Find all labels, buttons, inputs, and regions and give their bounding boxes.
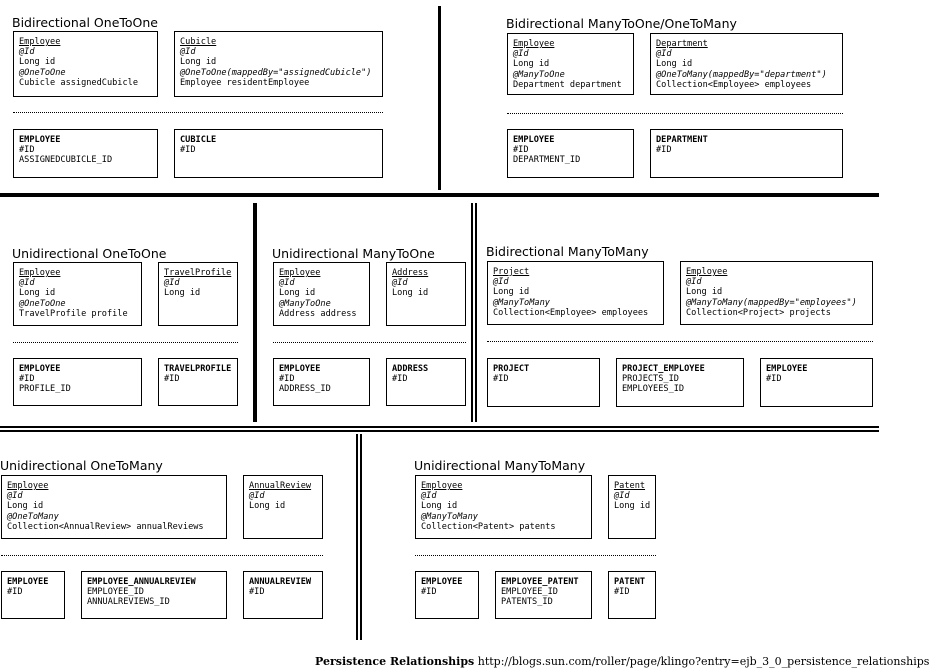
table-box-employee	[415, 571, 479, 619]
panel-title-unidirectional-manytoone: Unidirectional ManyToOne	[272, 246, 435, 261]
panel-title-bidirectional-onetoone: Bidirectional OneToOne	[12, 15, 158, 30]
annotation-line: @Id	[392, 278, 408, 289]
field-line: Employee residentEmployee	[180, 77, 310, 88]
table-name: ADDRESS	[392, 364, 429, 374]
table-box-employee	[13, 129, 158, 178]
entity-box-employee	[507, 33, 634, 95]
table-column: #ID	[656, 145, 672, 156]
table-column: PROFILE_ID	[19, 384, 71, 395]
table-column: EMPLOYEE_ID	[501, 587, 558, 598]
field-line: TravelProfile profile	[19, 308, 128, 319]
table-box-project-employee	[616, 358, 744, 407]
table-name: PATENT	[614, 577, 646, 587]
field-line: Long id	[392, 288, 429, 299]
entity-box-employee	[1, 475, 227, 539]
table-column: #ID	[421, 587, 437, 598]
table-column: ANNUALREVIEWS_ID	[87, 597, 170, 608]
annotation-line: @Id	[421, 491, 437, 502]
entity-name: Employee	[421, 481, 463, 491]
annotation-line: @OneToOne	[19, 67, 66, 78]
table-name: CUBICLE	[180, 135, 217, 145]
table-column: #ID	[493, 374, 509, 385]
table-column: DEPARTMENT_ID	[513, 155, 581, 166]
table-box-travelprofile	[158, 358, 238, 406]
annotation-line: @Id	[614, 491, 630, 502]
field-line: Collection<AnnualReview> annualReviews	[7, 521, 204, 532]
field-line: Long id	[614, 501, 651, 512]
table-column: EMPLOYEES_ID	[622, 384, 685, 395]
table-name: PROJECT_EMPLOYEE	[622, 364, 705, 374]
field-line: Long id	[686, 287, 723, 298]
divider-top-horizontal	[0, 193, 879, 197]
table-box-annualreview	[243, 571, 323, 619]
annotation-line: @Id	[656, 49, 672, 60]
table-box-project	[487, 358, 600, 407]
footer-url: http://blogs.sun.com/roller/page/klingo?entry=ejb_3_0_persistence_relationships	[477, 655, 929, 668]
footer-label: Persistence Relationships	[315, 655, 475, 668]
entity-name: Employee	[686, 267, 728, 277]
entity-name: Employee	[513, 39, 555, 49]
table-box-employee	[760, 358, 873, 407]
field-line: Cubicle assignedCubicle	[19, 77, 138, 88]
entity-name: Cubicle	[180, 37, 217, 47]
annotation-line: @Id	[493, 277, 509, 288]
panel-title-unidirectional-manytomany: Unidirectional ManyToMany	[414, 458, 586, 473]
field-line: Collection<Project> projects	[686, 307, 831, 318]
divider-mid-vertical-right-a	[471, 203, 473, 422]
panel-title-unidirectional-onetomany: Unidirectional OneToMany	[0, 458, 163, 473]
annotation-line: @ManyToOne	[513, 69, 565, 80]
table-column: #ID	[249, 587, 265, 598]
table-column: PROJECTS_ID	[622, 374, 679, 385]
table-column: EMPLOYEE_ID	[87, 587, 144, 598]
table-box-employee	[273, 358, 370, 406]
table-column: ASSIGNEDCUBICLE_ID	[19, 155, 113, 166]
table-column: #ID	[180, 145, 196, 156]
divider-bottom-vertical-a	[356, 434, 358, 640]
table-box-patent	[608, 571, 656, 619]
entity-box-employee	[13, 262, 142, 326]
panel-title-bidirectional-manytomany: Bidirectional ManyToMany	[486, 244, 649, 259]
field-line: Long id	[164, 288, 201, 299]
divider-top-vertical	[438, 6, 441, 190]
annotation-line: @Id	[19, 47, 35, 58]
table-box-employee-patent	[495, 571, 592, 619]
table-box-cubicle	[174, 129, 383, 178]
table-box-employee	[13, 358, 142, 406]
entity-box-employee	[415, 475, 592, 539]
table-column: #ID	[164, 374, 180, 385]
divider-bottom-horizontal-a	[0, 426, 879, 428]
entity-box-employee	[273, 262, 370, 326]
divider-mid-vertical-left	[253, 203, 257, 422]
table-name: DEPARTMENT	[656, 135, 708, 145]
field-line: Long id	[180, 57, 217, 68]
field-line: Long id	[7, 501, 44, 512]
annotation-line: @Id	[7, 491, 23, 502]
table-box-employee	[1, 571, 65, 619]
table-column: #ID	[7, 587, 23, 598]
field-line: Department department	[513, 79, 622, 90]
separator-dotted	[487, 341, 873, 342]
table-column: #ID	[614, 587, 630, 598]
separator-dotted	[13, 112, 383, 113]
annotation-line: @ManyToMany(mappedBy="employees")	[686, 297, 857, 308]
divider-bottom-horizontal-b	[0, 430, 879, 432]
annotation-line: @Id	[249, 491, 265, 502]
entity-name: Patent	[614, 481, 646, 491]
table-box-employee-annualreview	[81, 571, 227, 619]
separator-dotted	[1, 555, 323, 556]
entity-box-annualreview	[243, 475, 323, 539]
entity-box-department	[650, 33, 843, 95]
annotation-line: @Id	[19, 278, 35, 289]
annotation-line: @Id	[180, 47, 196, 58]
separator-dotted	[507, 113, 843, 114]
separator-dotted	[13, 342, 238, 343]
field-line: Long id	[493, 287, 530, 298]
entity-name: Department	[656, 39, 708, 49]
table-column: #ID	[279, 374, 295, 385]
annotation-line: @ManyToOne	[279, 298, 331, 309]
table-column: #ID	[392, 374, 408, 385]
separator-dotted	[273, 342, 466, 343]
annotation-line: @OneToOne	[19, 298, 66, 309]
field-line: Long id	[656, 59, 693, 70]
entity-box-employee	[680, 261, 873, 325]
field-line: Long id	[421, 501, 458, 512]
annotation-line: @OneToMany(mappedBy="department")	[656, 69, 827, 80]
table-name: TRAVELPROFILE	[164, 364, 232, 374]
table-name: EMPLOYEE	[19, 135, 61, 145]
table-column: #ID	[513, 145, 529, 156]
annotation-line: @OneToMany	[7, 511, 59, 522]
annotation-line: @Id	[686, 277, 702, 288]
entity-box-employee	[13, 31, 158, 97]
table-name: EMPLOYEE	[421, 577, 463, 587]
divider-mid-vertical-right-b	[475, 203, 477, 422]
table-name: EMPLOYEE	[19, 364, 61, 374]
table-name: EMPLOYEE	[279, 364, 321, 374]
field-line: Long id	[19, 288, 56, 299]
annotation-line: @Id	[513, 49, 529, 60]
table-column: #ID	[766, 374, 782, 385]
entity-name: Employee	[7, 481, 49, 491]
table-name: ANNUALREVIEW	[249, 577, 312, 587]
entity-box-project	[487, 261, 664, 325]
field-line: Address address	[279, 308, 357, 319]
divider-bottom-vertical-b	[360, 434, 362, 640]
field-line: Collection<Employee> employees	[656, 79, 812, 90]
field-line: Long id	[513, 59, 550, 70]
annotation-line: @ManyToMany	[493, 297, 550, 308]
field-line: Collection<Employee> employees	[493, 307, 649, 318]
annotation-line: @Id	[164, 278, 180, 289]
separator-dotted	[415, 555, 656, 556]
table-name: PROJECT	[493, 364, 530, 374]
annotation-line: @Id	[279, 278, 295, 289]
table-name: EMPLOYEE	[766, 364, 808, 374]
table-column: ADDRESS_ID	[279, 384, 331, 395]
entity-box-cubicle	[174, 31, 383, 97]
entity-name: TravelProfile	[164, 268, 232, 278]
entity-name: Employee	[19, 268, 61, 278]
table-name: EMPLOYEE_PATENT	[501, 577, 579, 587]
entity-box-travelprofile	[158, 262, 238, 326]
entity-box-patent	[608, 475, 656, 539]
table-name: EMPLOYEE	[513, 135, 555, 145]
table-name: EMPLOYEE_ANNUALREVIEW	[87, 577, 196, 587]
footer-caption	[315, 655, 929, 668]
table-column: #ID	[19, 145, 35, 156]
entity-name: Employee	[19, 37, 61, 47]
entity-name: Address	[392, 268, 429, 278]
entity-box-address	[386, 262, 466, 326]
field-line: Collection<Patent> patents	[421, 521, 556, 532]
panel-title-unidirectional-onetoone: Unidirectional OneToOne	[12, 246, 167, 261]
field-line: Long id	[19, 57, 56, 68]
field-line: Long id	[279, 288, 316, 299]
annotation-line: @ManyToMany	[421, 511, 478, 522]
table-column: #ID	[19, 374, 35, 385]
table-name: EMPLOYEE	[7, 577, 49, 587]
table-box-department	[650, 129, 843, 178]
panel-title-bidirectional-manytoone-onetomany: Bidirectional ManyToOne/OneToMany	[506, 16, 737, 31]
entity-name: Employee	[279, 268, 321, 278]
table-column: PATENTS_ID	[501, 597, 553, 608]
entity-name: Project	[493, 267, 530, 277]
entity-name: AnnualReview	[249, 481, 312, 491]
annotation-line: @OneToOne(mappedBy="assignedCubicle")	[180, 67, 372, 78]
field-line: Long id	[249, 501, 286, 512]
table-box-address	[386, 358, 466, 406]
table-box-employee	[507, 129, 634, 178]
